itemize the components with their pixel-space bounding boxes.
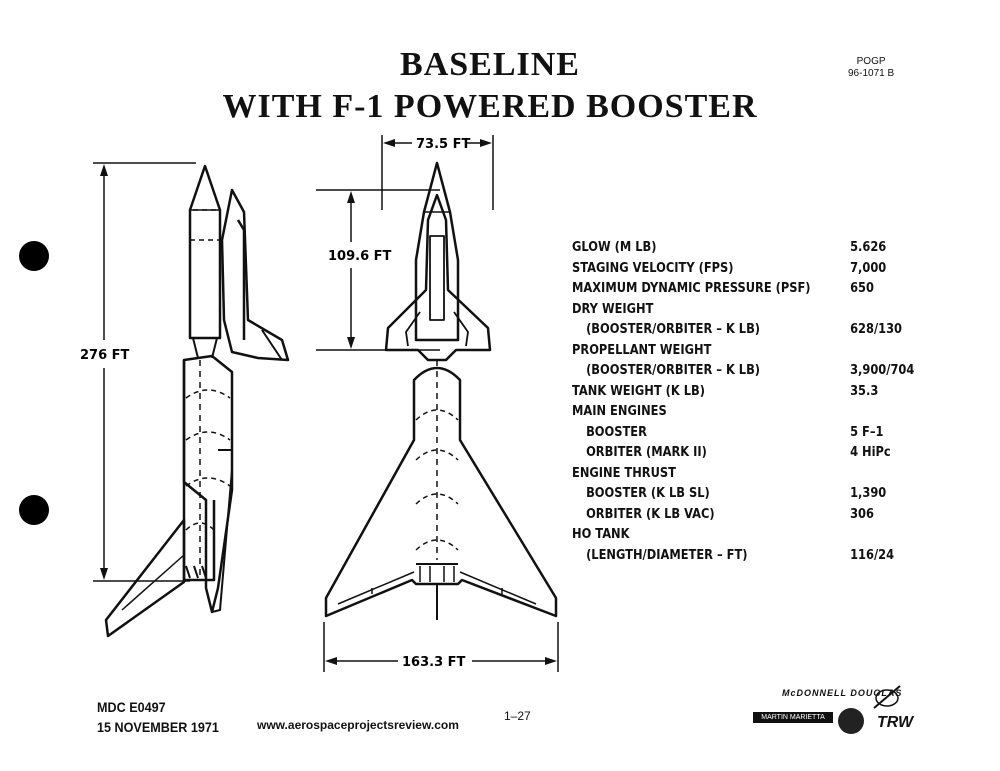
doc-ref-line1: POGP — [856, 56, 886, 67]
website-url: www.aerospaceprojectsreview.com — [257, 718, 459, 732]
side-view — [93, 163, 288, 636]
spec-label: PROPELLANT WEIGHT — [572, 342, 712, 358]
spec-label: ORBITER (MARK II) — [586, 445, 707, 460]
spec-value: 5.626 — [850, 240, 887, 255]
page-title: BASELINE — [400, 46, 580, 83]
dim-booster-span-label: 163.3 FT — [402, 655, 466, 670]
dim-height-label: 276 FT — [80, 348, 130, 363]
trw-logo: TRW — [877, 714, 914, 731]
spec-label: GLOW (M LB) — [572, 240, 657, 255]
spec-label: (LENGTH/DIAMETER – FT) — [586, 547, 748, 563]
spec-value: 35.3 — [850, 383, 879, 399]
mcdonnell-douglas-logo: McDONNELL DOUGLAS — [782, 688, 903, 698]
spec-value: 306 — [850, 506, 874, 522]
spec-value: 1,390 — [850, 486, 887, 501]
spec-label: TANK WEIGHT (K LB) — [572, 383, 705, 399]
dim-orbiter-span-label: 73.5 FT — [416, 137, 471, 152]
spec-label: (BOOSTER/ORBITER – K LB) — [586, 322, 761, 337]
spec-value: 7,000 — [850, 260, 887, 276]
spec-label: MAIN ENGINES — [572, 404, 667, 419]
spec-label: ORBITER (K LB VAC) — [586, 506, 715, 522]
mcdonnell-douglas-emblem-icon — [872, 684, 902, 710]
spec-value: 116/24 — [850, 547, 895, 563]
spec-value: 4 HiPc — [850, 445, 891, 460]
doc-date: 15 NOVEMBER 1971 — [97, 719, 219, 735]
doc-ref-line2: 96-1071 B — [848, 68, 895, 79]
page-number: 1–27 — [504, 709, 531, 723]
spec-label: BOOSTER (K LB SL) — [586, 486, 710, 501]
spec-label: DRY WEIGHT — [572, 301, 654, 317]
footer-doc-info — [97, 697, 219, 737]
martin-marietta-logo: MARTIN MARIETTA — [753, 712, 833, 723]
doc-number: MDC E0497 — [97, 699, 166, 715]
spec-value: 5 F–1 — [850, 424, 884, 440]
spec-value: 3,900/704 — [850, 363, 915, 378]
spec-label: HO TANK — [572, 527, 630, 542]
pan-am-globe-icon — [838, 708, 864, 734]
spec-value: 650 — [850, 281, 874, 296]
spec-label: MAXIMUM DYNAMIC PRESSURE (PSF) — [572, 281, 811, 296]
spec-label: (BOOSTER/ORBITER – K LB) — [586, 363, 761, 378]
dim-orbiter-length-label: 109.6 FT — [328, 249, 392, 264]
spec-label: STAGING VELOCITY (FPS) — [572, 260, 734, 276]
spec-label: BOOSTER — [586, 424, 647, 440]
plan-view — [316, 135, 558, 672]
spec-label: ENGINE THRUST — [572, 465, 676, 481]
page-subtitle: WITH F-1 POWERED BOOSTER — [222, 88, 758, 125]
spec-value: 628/130 — [850, 322, 903, 337]
